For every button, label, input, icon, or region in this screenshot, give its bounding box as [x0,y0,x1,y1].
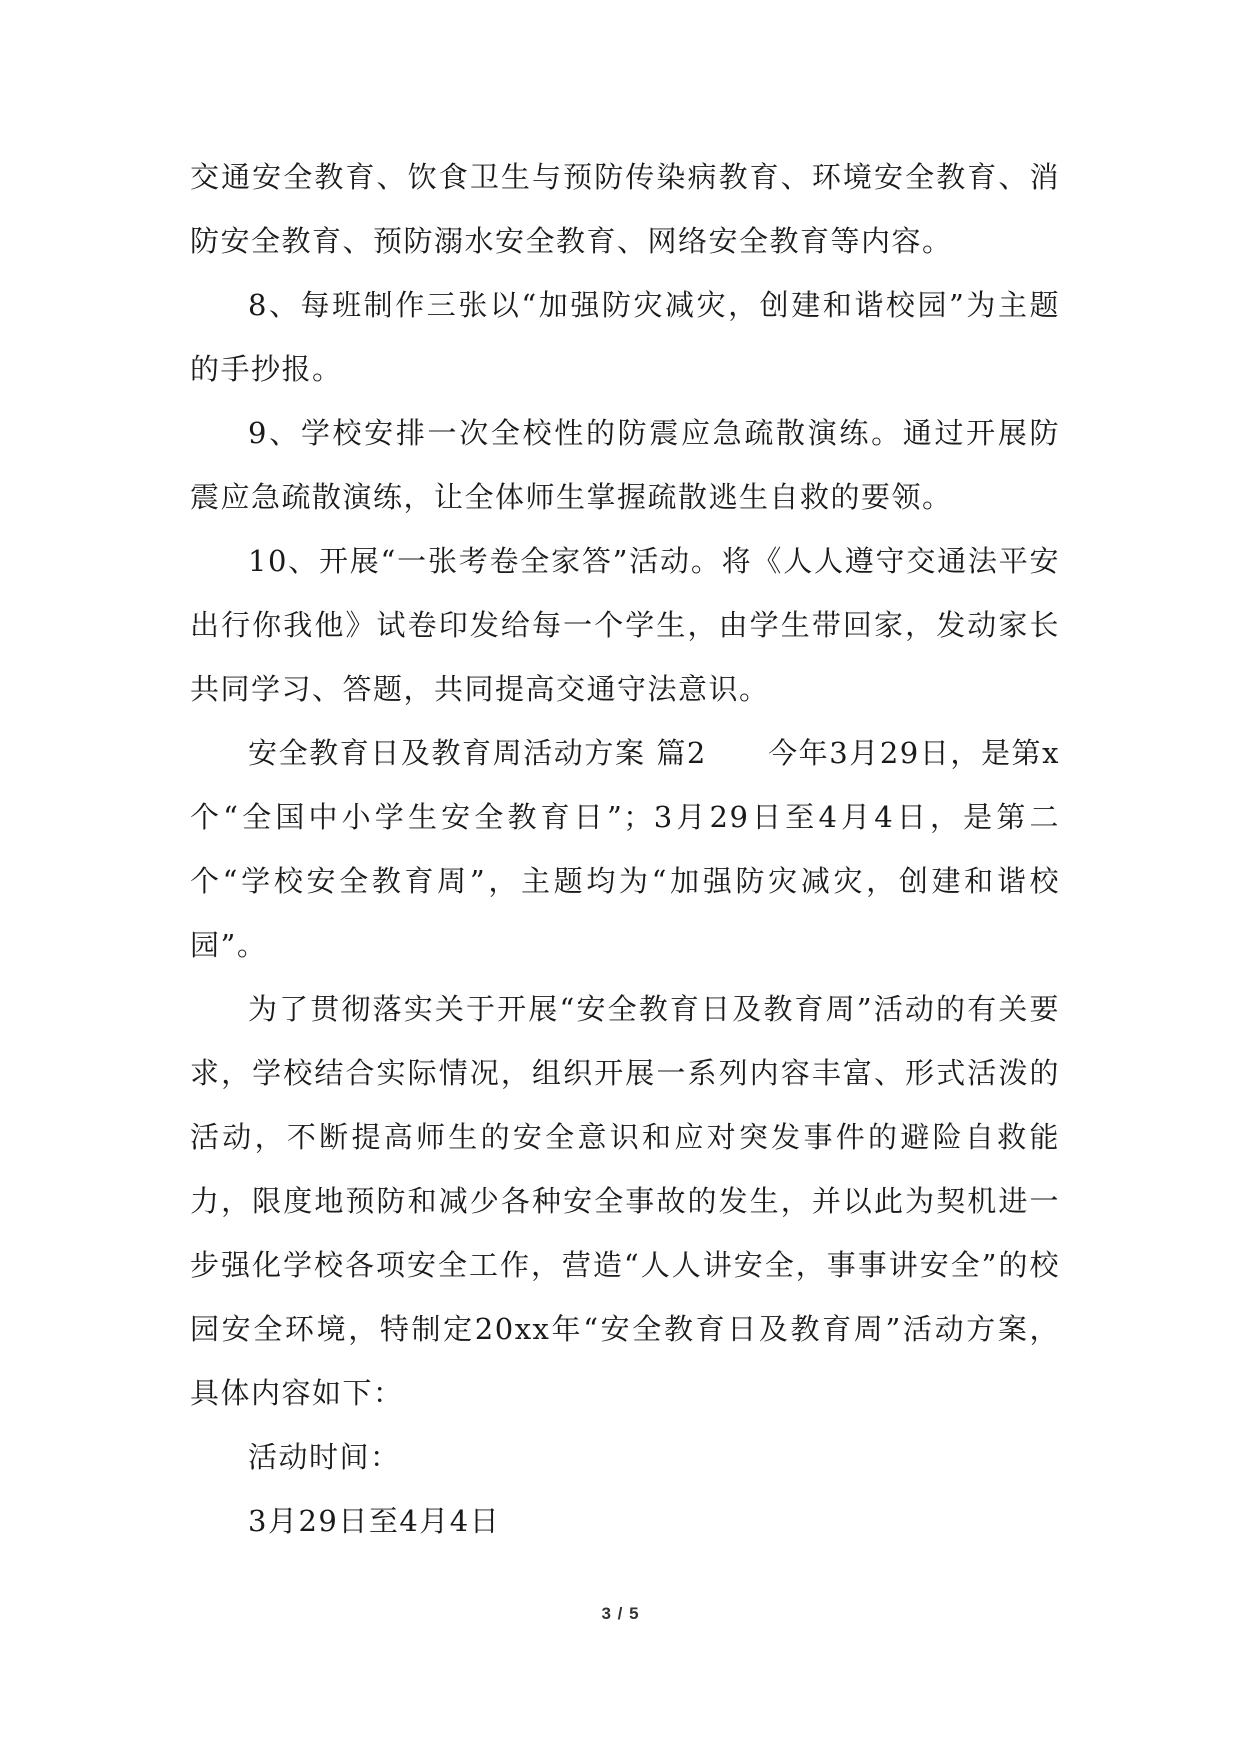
paragraph-safety-education-content: 交通安全教育、饮食卫生与预防传染病教育、环境安全教育、消防安全教育、预防溺水安全教育、网络安全教育等内容。 [190,160,1060,258]
document-body [190,145,1060,1553]
paragraph-plan-2-intro: 安全教育日及教育周活动方案 篇2 今年3月29日，是第x个“全国中小学生安全教育日”；3月29日至4月4日，是第二个“学校安全教育周”，主题均为“加强防灾减灾，创建和谐校园”。 [190,736,1060,962]
paragraph-activity-time-label: 活动时间： [248,1440,401,1474]
paragraph-item-8: 8、每班制作三张以“加强防灾减灾，创建和谐校园”为主题的手抄报。 [190,288,1060,386]
paragraph-activity-time-value: 3月29日至4月4日 [248,1504,501,1538]
paragraph-plan-purpose: 为了贯彻落实关于开展“安全教育日及教育周”活动的有关要求，学校结合实际情况，组织开展一系列内容丰富、形式活泼的活动，不断提高师生的安全意识和应对突发事件的避险自救能力，限度地预防和减少各种安全事故的发生，并以此为契机进一步强化学校各项安全工作，营造“人人讲安全，事事讲安全”的校园安全环境，特制定20xx年“安全教育日及教育周”活动方案，具体内容如下： [190,992,1060,1410]
paragraph-item-10: 10、开展“一张考卷全家答”活动。将《人人遵守交通法平安出行你我他》试卷印发给每一个学生，由学生带回家，发动家长共同学习、答题，共同提高交通守法意识。 [190,544,1060,706]
paragraph-item-9: 9、学校安排一次全校性的防震应急疏散演练。通过开展防震应急疏散演练，让全体师生掌握疏散逃生自救的要领。 [190,416,1060,514]
page-number: 3 / 5 [601,1604,640,1623]
